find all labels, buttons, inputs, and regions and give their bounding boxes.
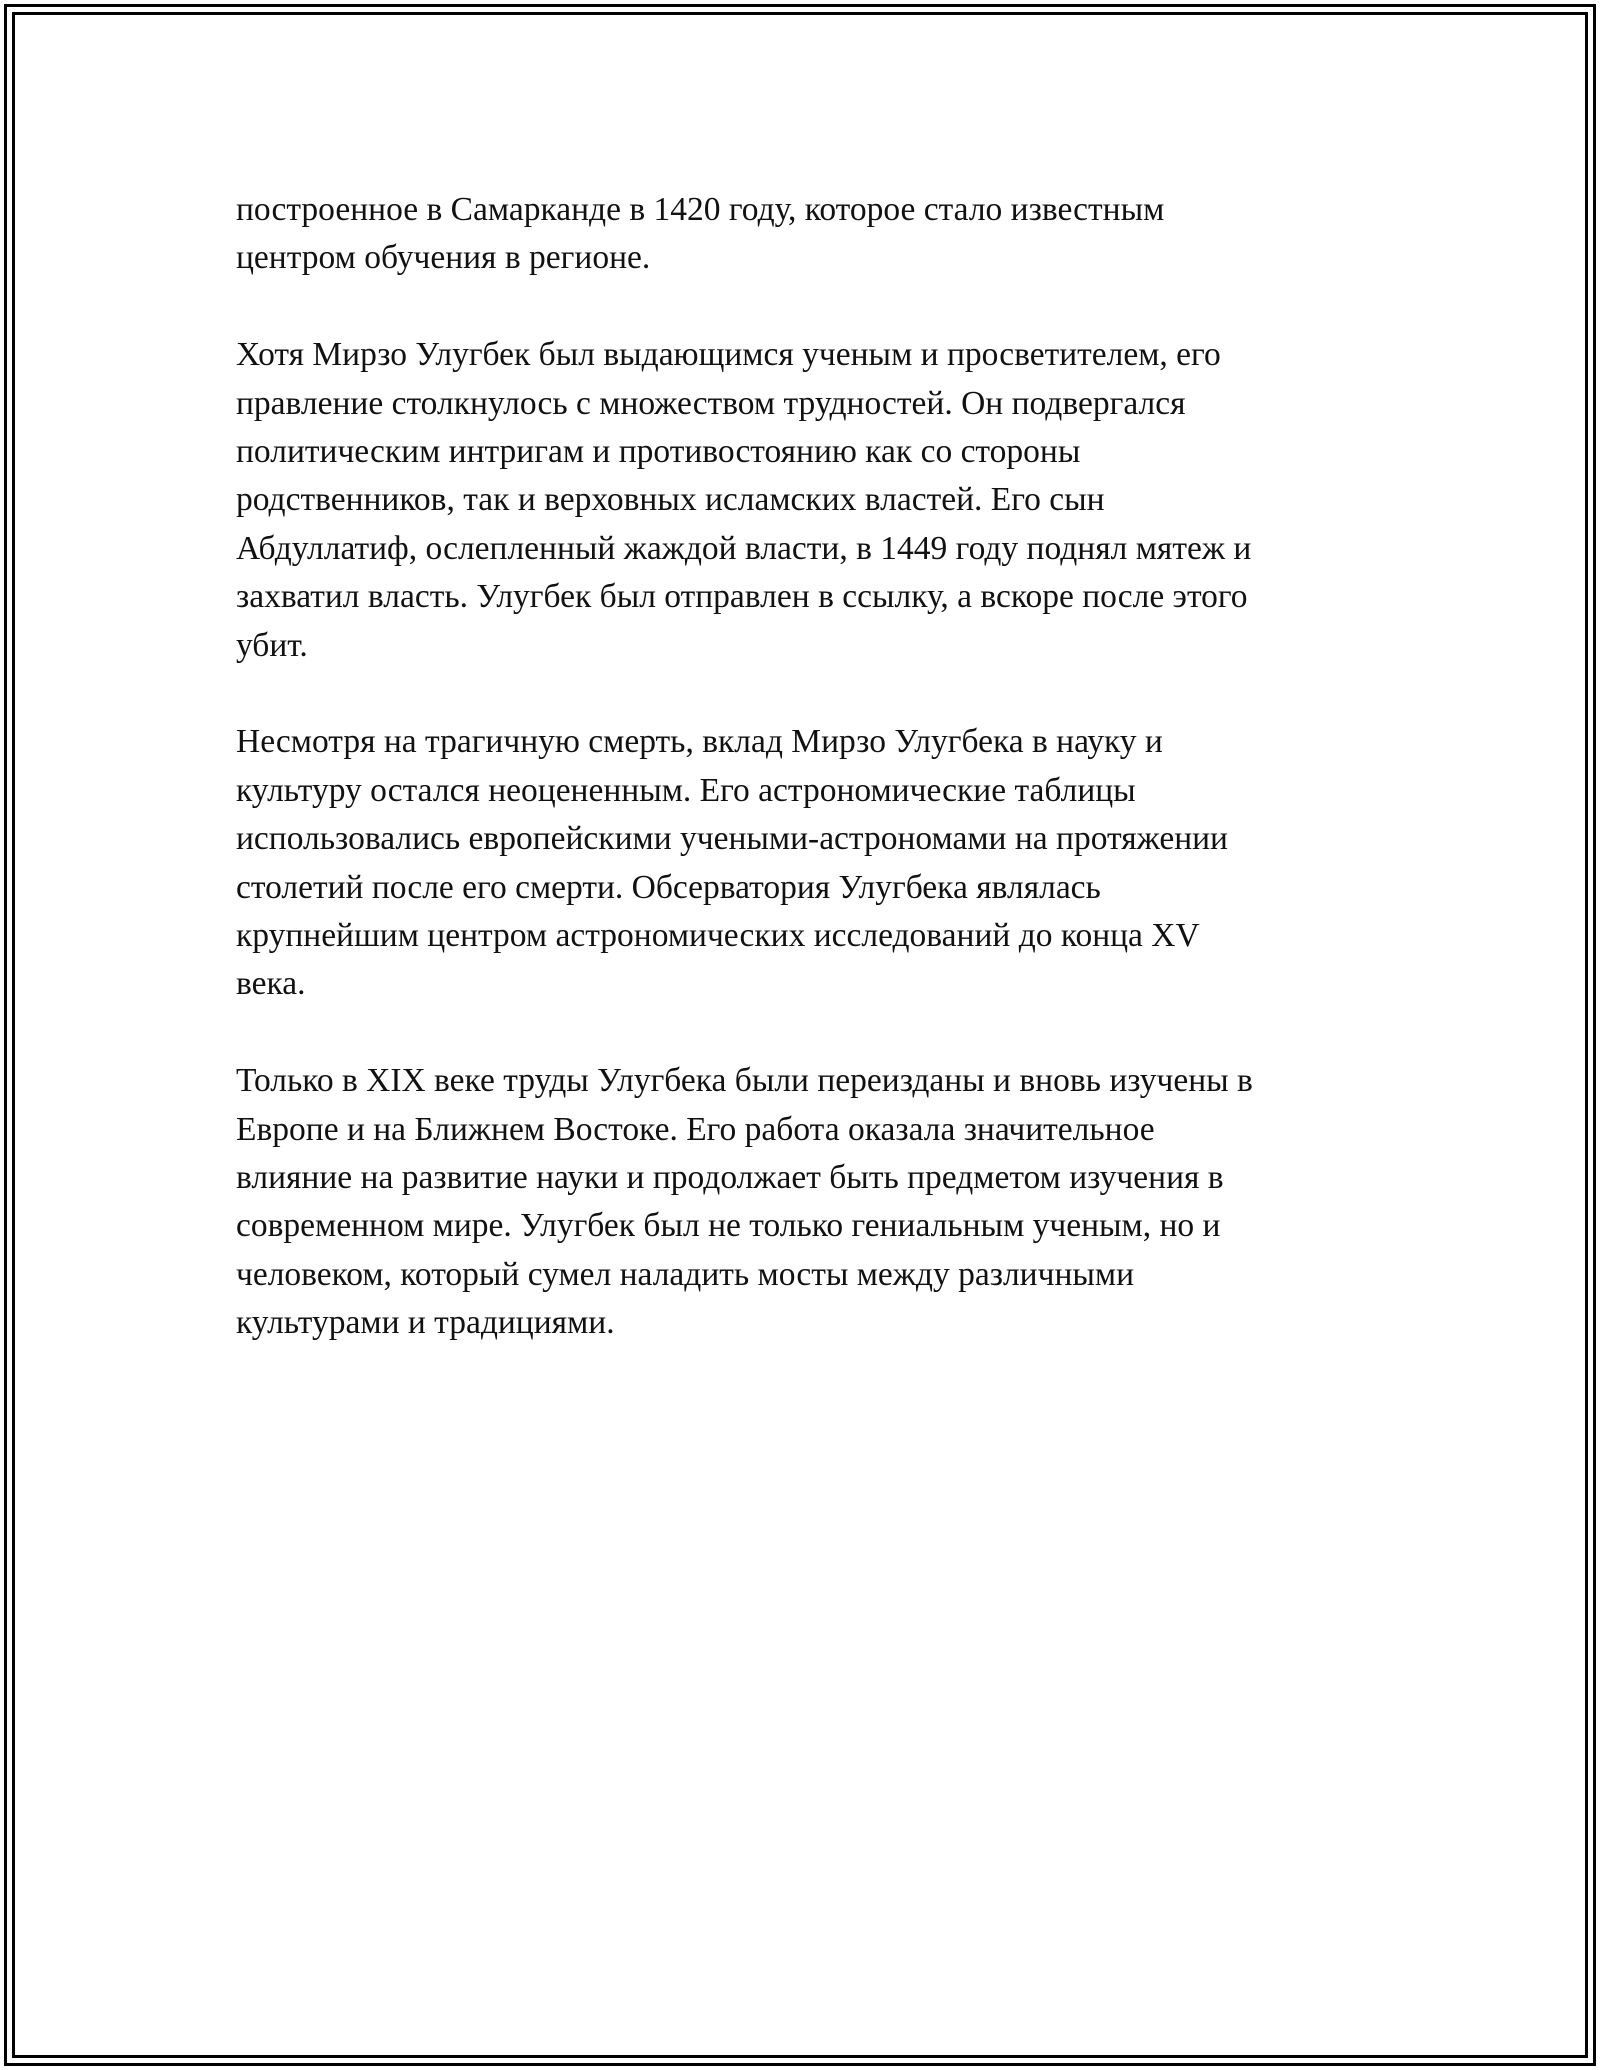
text-line: Абдуллатиф, ослепленный жаждой власти, в 1449 году поднял мятеж и (236, 529, 1252, 567)
text-line: построенное в Самарканде в 1420 году, которое стало известным (236, 191, 1165, 228)
text-line: столетий после его смерти. Обсерватория Улугбека являлась (236, 868, 1101, 906)
text-line: использовались европейскими учеными-астрономами на протяжении (236, 820, 1228, 858)
text-line: влияние на развитие науки и продолжает быть предметом изучения в (236, 1159, 1224, 1197)
text-line: Только в XIX веке труды Улугбека были переизданы и вновь изучены в (236, 1062, 1253, 1100)
text-line: правление столкнулось с множеством трудностей. Он подвергался (236, 384, 1186, 422)
paragraph-3 (236, 718, 1396, 1008)
text-line: захватил власть. Улугбек был отправлен в ссылку, а вскоре после этого (236, 578, 1248, 616)
text-line: культурами и традициями. (236, 1304, 615, 1342)
text-line: современном мире. Улугбек был не только гениальным ученым, но и (236, 1207, 1221, 1245)
text-line: крупнейшим центром астрономических исследований до конца XV (236, 917, 1200, 955)
document-body (236, 186, 1396, 1396)
text-line: века. (236, 965, 306, 1003)
text-line: центром обучения в регионе. (236, 239, 651, 277)
text-line: Хотя Мирзо Улугбек был выдающимся ученым и просветителем, его (236, 336, 1221, 374)
text-line: человеком, который сумел наладить мосты между различными (236, 1255, 1135, 1293)
paragraph-2 (236, 331, 1396, 670)
text-line: политическим интригам и противостоянию как со стороны (236, 433, 1081, 471)
text-line: Несмотря на трагичную смерть, вклад Мирзо Улугбека в науку и (236, 723, 1163, 761)
paragraph-1 (236, 186, 1396, 283)
text-line: родственников, так и верховных исламских властей. Его сын (236, 481, 1105, 519)
text-line: убит. (236, 626, 308, 664)
text-line: Европе и на Ближнем Востоке. Его работа оказала значительное (236, 1110, 1155, 1148)
paragraph-4 (236, 1057, 1396, 1347)
text-line: культуру остался неоцененным. Его астрономические таблицы (236, 771, 1136, 809)
